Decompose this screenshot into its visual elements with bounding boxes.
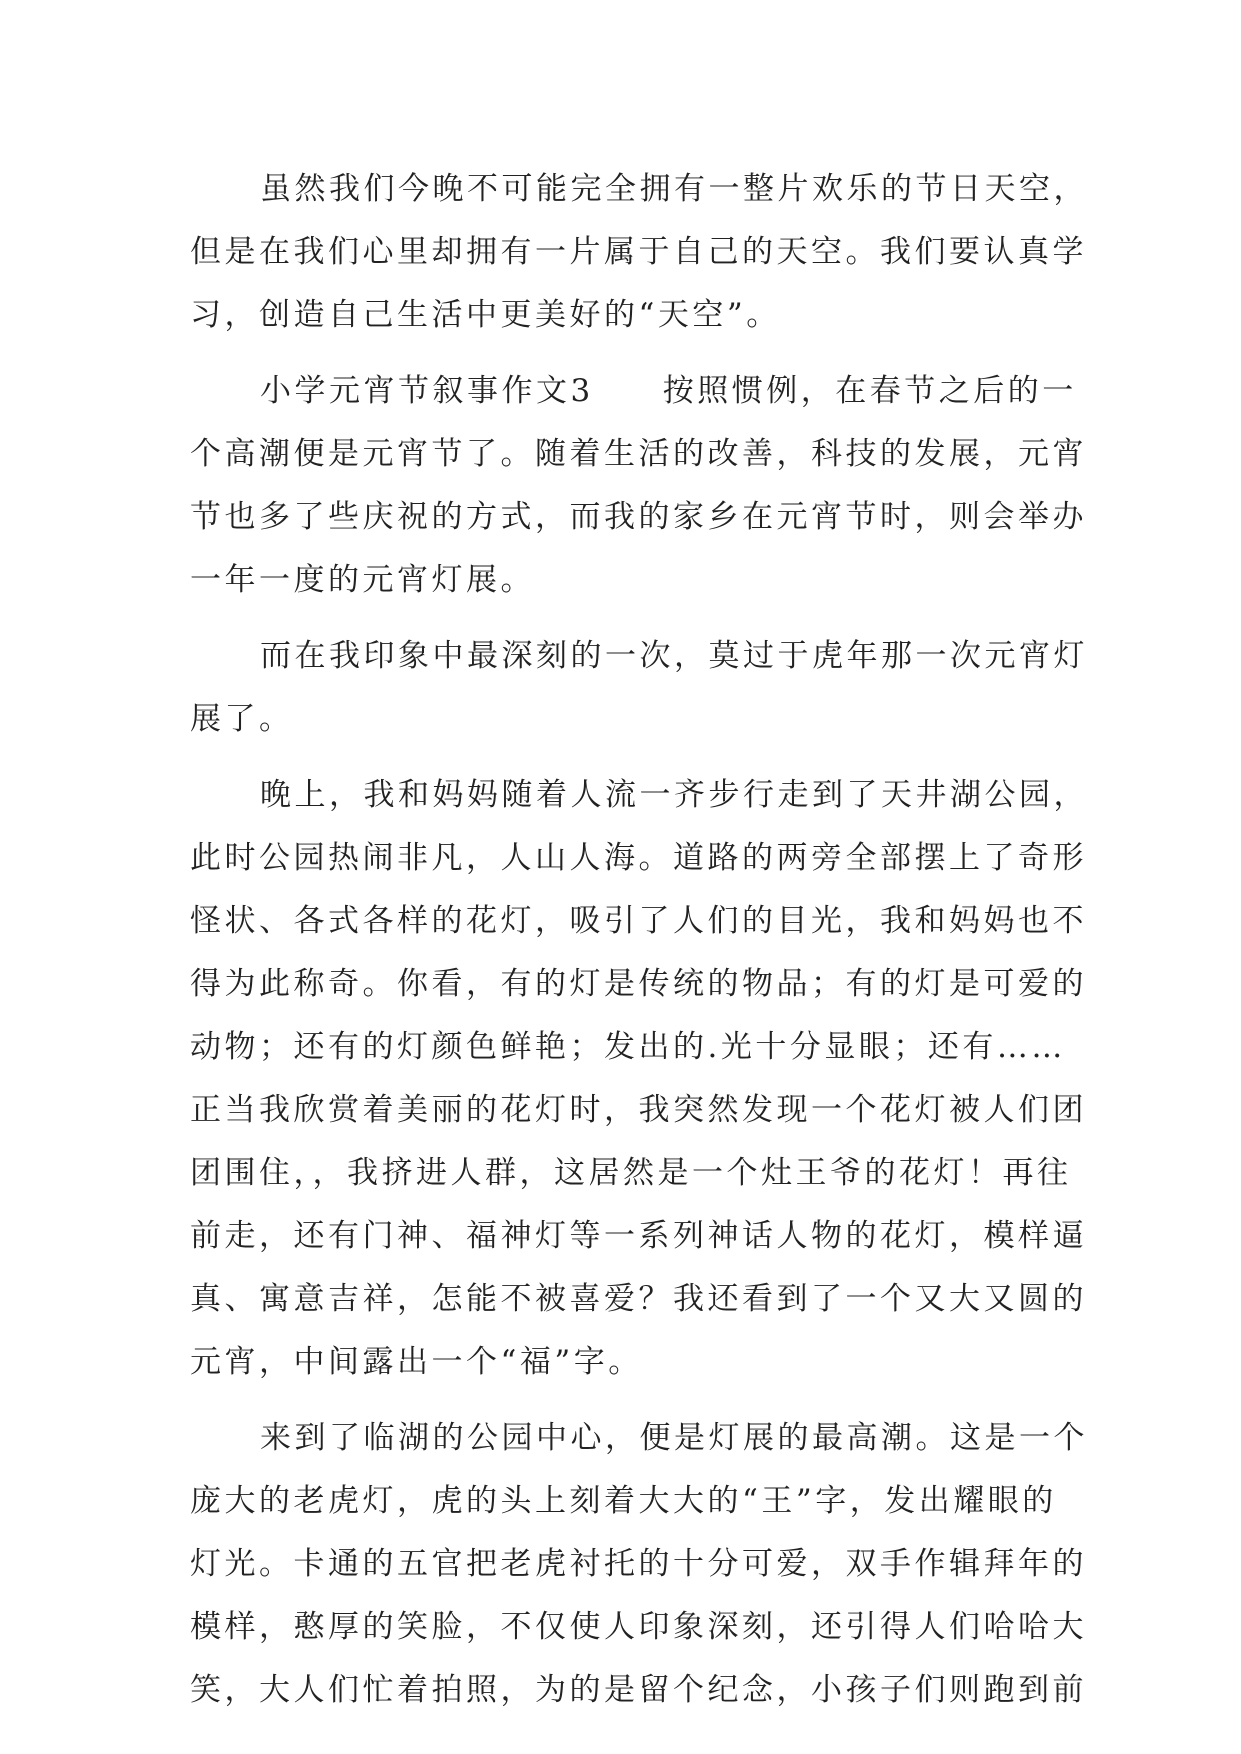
paragraph-5-line-1: 来到了临湖的公园中心，便是灯展的最高潮。这是一个 bbox=[260, 1420, 1088, 1456]
paragraph-2-line-3: 节也多了些庆祝的方式，而我的家乡在元宵节时，则会举办 bbox=[190, 499, 1087, 535]
paragraph-4-line-8: 前走，还有门神、福神灯等一系列神话人物的花灯，模样逼 bbox=[190, 1218, 1087, 1254]
paragraph-4-line-4: 得为此称奇。你看，有的灯是传统的物品；有的灯是可爱的 bbox=[190, 966, 1087, 1002]
paragraph-2-line-2: 个高潮便是元宵节了。随着生活的改善，科技的发展，元宵 bbox=[190, 436, 1087, 472]
paragraph-5-line-2: 庞大的老虎灯，虎的头上刻着大大的“王”字，发出耀眼的 bbox=[190, 1483, 1057, 1519]
paragraph-4-line-5: 动物；还有的灯颜色鲜艳；发出的.光十分显眼；还有…… bbox=[190, 1029, 1066, 1065]
paragraph-3-line-1: 而在我印象中最深刻的一次，莫过于虎年那一次元宵灯 bbox=[260, 638, 1088, 674]
paragraph-4-line-2: 此时公园热闹非凡，人山人海。道路的两旁全部摆上了奇形 bbox=[190, 840, 1087, 876]
paragraph-3-line-2: 展了。 bbox=[190, 701, 294, 737]
paragraph-2-line-1: 小学元宵节叙事作文3 按照惯例，在春节之后的一 bbox=[260, 373, 1077, 409]
paragraph-4-line-7: 团围住，，我挤进人群，这居然是一个灶王爷的花灯！再往 bbox=[190, 1155, 1072, 1191]
paragraph-1-line-1: 虽然我们今晚不可能完全拥有一整片欢乐的节日天空， bbox=[260, 171, 1088, 207]
paragraph-4-line-10: 元宵，中间露出一个“福”字。 bbox=[190, 1344, 643, 1380]
paragraph-5-line-4: 模样，憨厚的笑脸，不仅使人印象深刻，还引得人们哈哈大 bbox=[190, 1609, 1087, 1645]
paragraph-5-line-3: 灯光。卡通的五官把老虎衬托的十分可爱，双手作辑拜年的 bbox=[190, 1546, 1087, 1582]
paragraph-4-line-3: 怪状、各式各样的花灯，吸引了人们的目光，我和妈妈也不 bbox=[190, 903, 1087, 939]
paragraph-1-line-2: 但是在我们心里却拥有一片属于自己的天空。我们要认真学 bbox=[190, 234, 1087, 270]
paragraph-4-line-9: 真、寓意吉祥，怎能不被喜爱？我还看到了一个又大又圆的 bbox=[190, 1281, 1087, 1317]
paragraph-2-line-4: 一年一度的元宵灯展。 bbox=[190, 562, 535, 598]
paragraph-1-line-3: 习，创造自己生活中更美好的“天空”。 bbox=[190, 297, 781, 333]
paragraph-4-line-1: 晚上，我和妈妈随着人流一齐步行走到了天井湖公园， bbox=[260, 777, 1088, 813]
paragraph-4-line-6: 正当我欣赏着美丽的花灯时，我突然发现一个花灯被人们团 bbox=[190, 1092, 1087, 1128]
paragraph-5-line-5: 笑，大人们忙着拍照，为的是留个纪念，小孩子们则跑到前 bbox=[190, 1672, 1087, 1708]
document-body bbox=[190, 158, 1088, 1722]
